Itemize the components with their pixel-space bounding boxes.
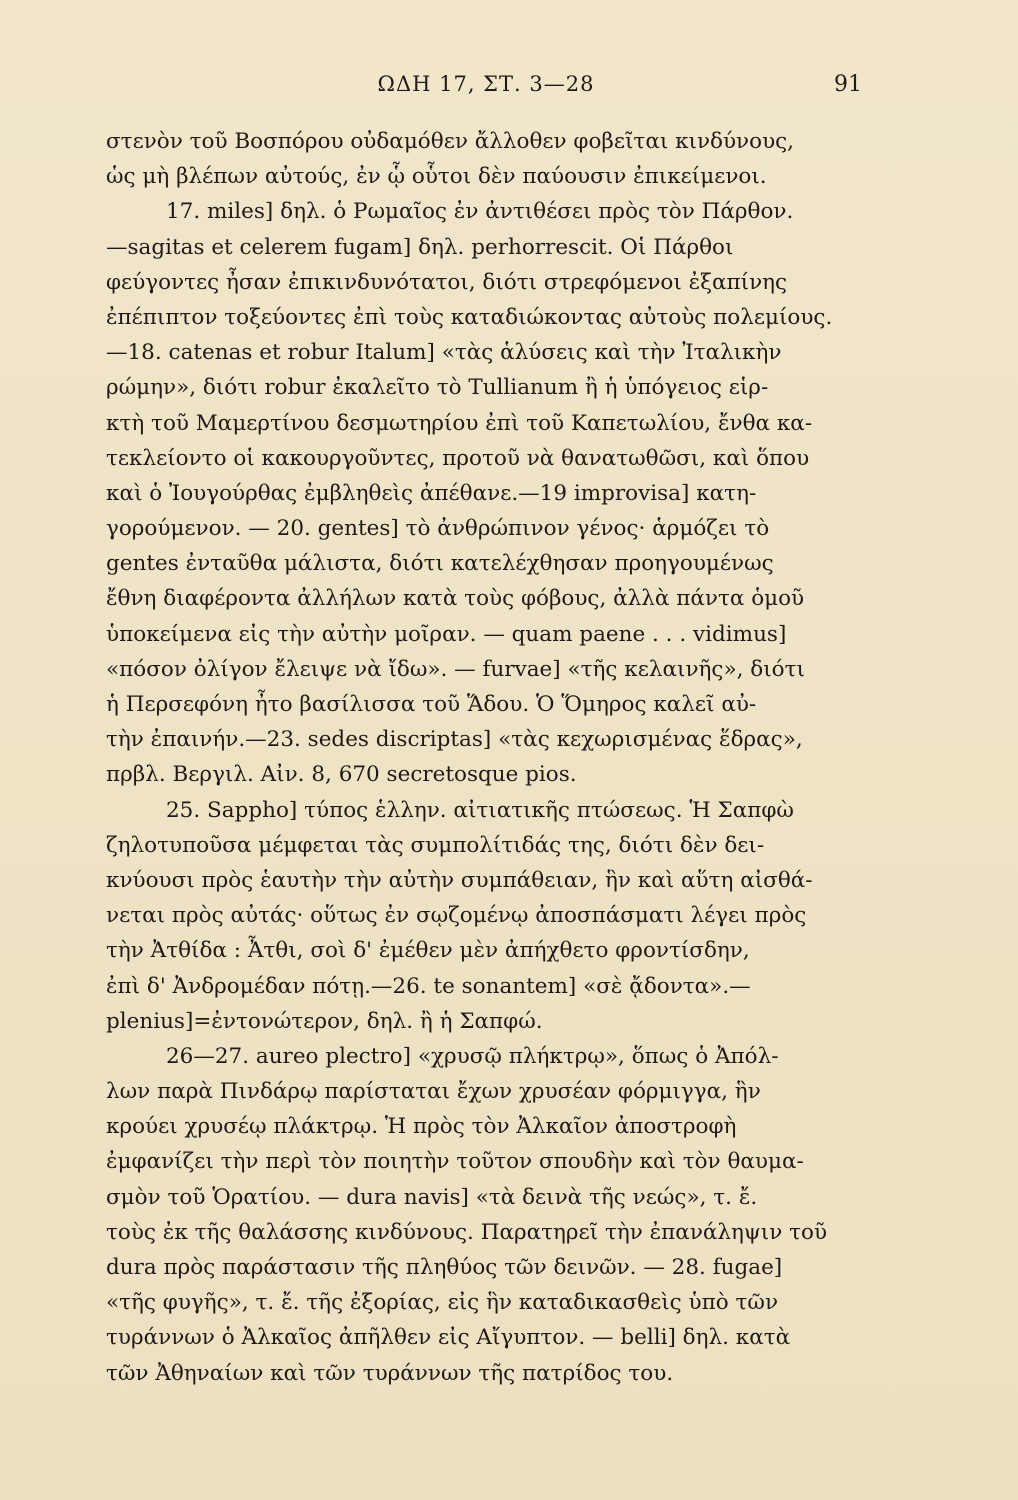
text-line: κνύουσι πρὸς ἑαυτὴν τὴν αὐτὴν συμπάθειαν, ἣν καὶ αὕτη αἰσθά- — [106, 867, 813, 893]
text-line: ρώμην», διότι robur ἐκαλεῖτο τὸ Tullianum ἢ ἡ ὑπόγειος εἱρ- — [106, 375, 769, 401]
text-line: dura πρὸς παράστασιν τῆς πληθύος τῶν δεινῶν. — 28. fugae] — [106, 1255, 783, 1280]
text-line: πρβλ. Βεργιλ. Αἰν. 8, 670 secretosque pios. — [106, 762, 577, 788]
text-line: νεται πρὸς αὐτάς· οὕτως ἐν σῳζομένῳ ἀποσπάσματι λέγει πρὸς — [106, 903, 807, 929]
text-line: ζηλοτυποῦσα μέμφεται τὰς συμπολίτιδάς της, διότι δὲν δει- — [106, 832, 765, 858]
text-line: gentes ἐνταῦθα μάλιστα, διότι κατελέχθησαν προηγουμένως — [106, 551, 774, 577]
commentary-text — [106, 124, 864, 1391]
text-line: καὶ ὁ Ἰουγούρθας ἐμβληθεὶς ἀπέθανε.—19 improvisa] κατη- — [106, 480, 757, 506]
text-line: τοὺς ἐκ τῆς θαλάσσης κινδύνους. Παρατηρεῖ τὴν ἐπανάληψιν τοῦ — [106, 1219, 828, 1245]
text-line: κτὴ τοῦ Μαμερτίνου δεσμωτηρίου ἐπὶ τοῦ Καπετωλίου, ἔνθα κα- — [106, 410, 813, 436]
text-line: ἐμφανίζει τὴν περὶ τὸν ποιητὴν τοῦτον σπουδὴν καὶ τὸν θαυμα- — [106, 1149, 804, 1175]
text-line: τῶν Ἀθηναίων καὶ τῶν τυράννων τῆς πατρίδος του. — [106, 1360, 674, 1386]
text-line: ὑποκείμενα εἰς τὴν αὐτὴν μοῖραν. — quam paene . . . vidimus] — [106, 621, 787, 647]
text-line: plenius]=ἐντονώτερον, δηλ. ἢ ἡ Σαπφώ. — [106, 1008, 543, 1034]
text-line: τὴν Ἀτθίδα : Ἆτθι, σοὶ δ' ἐμέθεν μὲν ἀπήχθετο φροντίσδην, — [106, 938, 750, 964]
text-line: «πόσον ὀλίγον ἔλειψε νὰ ἴδω». — furvae] «τῆς κελαινῆς», διότι — [106, 656, 805, 682]
text-line: σμὸν τοῦ Ὁρατίου. — dura navis] «τὰ δεινὰ τῆς νεώς», τ. ἔ. — [106, 1184, 758, 1210]
text-line: 17. miles] δηλ. ὁ Ρωμαῖος ἐν ἀντιθέσει πρὸς τὸν Πάρθον. — [166, 199, 794, 225]
text-line: ἔθνη διαφέροντα ἀλλήλων κατὰ τοὺς φόβους, ἀλλὰ πάντα ὁμοῦ — [106, 586, 805, 612]
text-line: κρούει χρυσέῳ πλάκτρῳ. Ἡ πρὸς τὸν Ἀλκαῖον ἀποστροφὴ — [106, 1114, 737, 1140]
text-line: τὴν ἐπαινήν.—23. sedes discriptas] «τὰς κεχωρισμένας ἕδρας», — [106, 727, 803, 753]
text-line: γορούμενον. — 20. gentes] τὸ ἀνθρώπινον γένος· ἁρμόζει τὸ — [106, 516, 770, 542]
text-line: —sagitas et celerem fugam] δηλ. perhorrescit. Οἱ Πάρθοι — [106, 234, 734, 260]
text-line: ὡς μὴ βλέπων αὐτούς, ἐν ᾧ οὗτοι δὲν παύουσιν ἐπικείμενοι. — [106, 164, 767, 190]
text-line: ἐπέπιπτον τοξεύοντες ἐπὶ τοὺς καταδιώκοντας αὐτοὺς πολεμίους. — [106, 304, 833, 330]
text-line: στενὸν τοῦ Βοσπόρου οὐδαμόθεν ἄλλοθεν φοβεῖται κινδύνους, — [106, 129, 795, 154]
text-line: «τῆς φυγῆς», τ. ἔ. τῆς ἐξορίας, εἰς ἣν καταδικασθεὶς ὑπὸ τῶν — [106, 1290, 779, 1316]
text-line: —18. catenas et robur Italum] «τὰς ἁλύσεις καὶ τὴν Ἰταλικὴν — [106, 340, 782, 366]
text-line: ἐπὶ δ' Ἀνδρομέδαν πότῃ.—26. te sonantem] «σὲ ᾄδοντα».— — [106, 973, 751, 999]
text-line: τεκλείοντο οἱ κακουργοῦντες, προτοῦ νὰ θανατωθῶσι, καὶ ὅπου — [106, 445, 810, 471]
text-line: λων παρὰ Πινδάρῳ παρίσταται ἔχων χρυσέαν φόρμιγγα, ἣν — [106, 1079, 761, 1105]
text-line: τυράννων ὁ Ἀλκαῖος ἀπῆλθεν εἰς Αἴγυπτον. — belli] δηλ. κατὰ — [106, 1325, 791, 1351]
text-line: 25. Sappho] τύπος ἑλλην. αἰτιατικῆς πτώσεως. Ἡ Σαπφὼ — [166, 797, 794, 823]
page-header — [110, 72, 862, 100]
text-line: φεύγοντες ἦσαν ἐπικινδυνότατοι, διότι στρεφόμενοι ἐξαπίνης — [106, 269, 788, 295]
text-line: ἡ Περσεφόνη ἦτο βασίλισσα τοῦ Ἅδου. Ὁ Ὅμηρος καλεῖ αὐ- — [106, 692, 757, 717]
text-line: 26—27. aureo plectro] «χρυσῷ πλήκτρῳ», ὅπως ὁ Ἀπόλ- — [166, 1043, 779, 1069]
running-head: ΩΔΗ 17, ΣΤ. 3—28 — [377, 72, 595, 96]
page-number: 91 — [834, 72, 862, 97]
